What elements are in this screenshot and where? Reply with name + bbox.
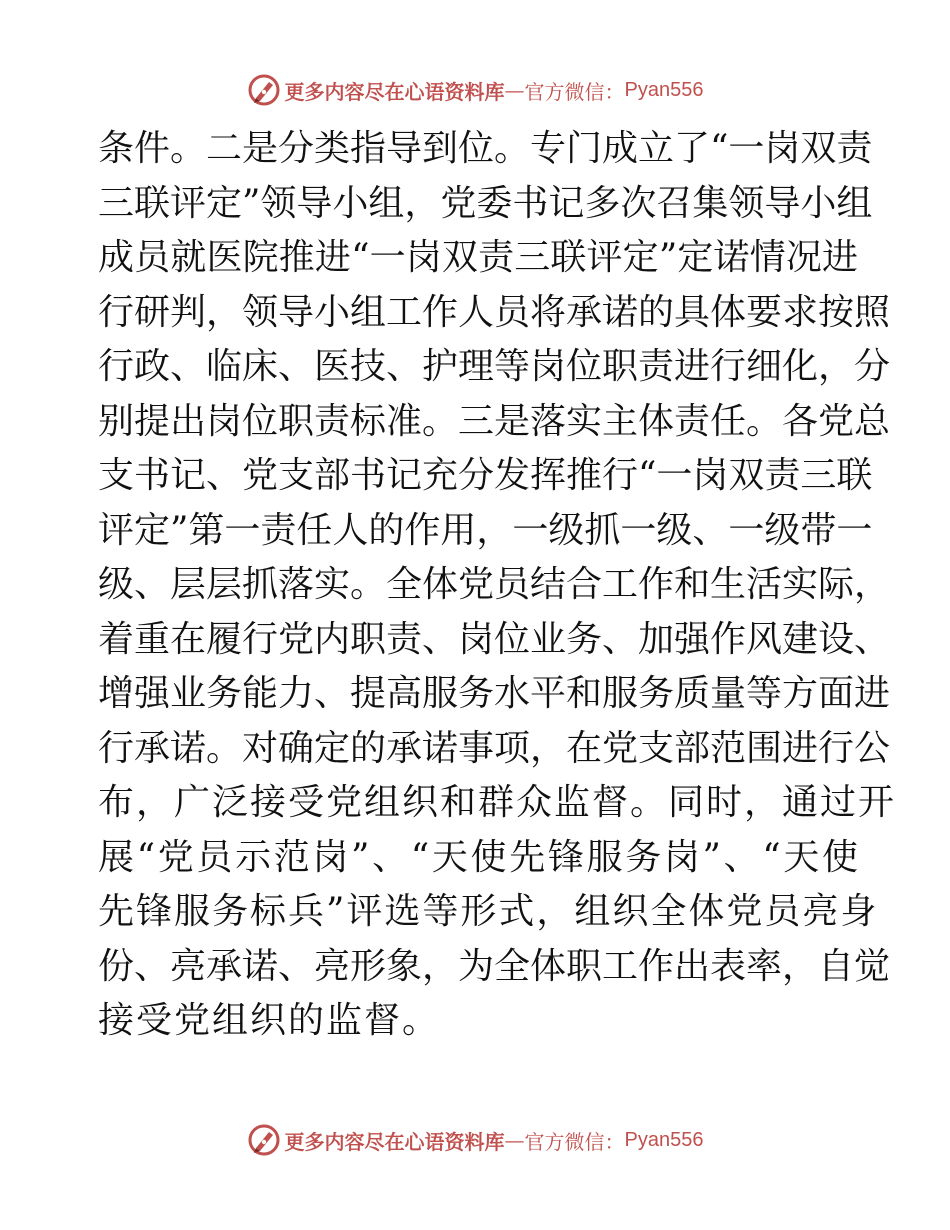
banner-wechat-label: 官方微信： [524,79,625,104]
document-body [98,122,897,1049]
body-line: 行政、临床、医技、护理等岗位职责进行细化，分 [98,346,891,387]
body-line: 三联评定”领导小组，党委书记多次召集领导小组 [98,182,873,224]
body-line: 着重在履行党内职责、岗位业务、加强作风建设、 [98,618,891,660]
banner-title: 更多内容尽在心语资料库 [284,79,505,104]
body-line: 份、亮承诺、亮形象，为全体职工作出表率，自觉 [98,945,891,987]
body-line: 行研判，领导小组工作人员将承诺的具体要求按照 [98,291,891,333]
banner-dash: — [504,78,525,102]
banner-wechat-id: Pyan556 [624,78,704,101]
banner-wechat-label: 官方微信： [524,1129,625,1154]
body-line: 展“党员示范岗”、“天使先锋服务岗”、“天使 [98,836,858,878]
pen-logo-icon [247,1123,281,1157]
body-line: 别提出岗位职责标准。三是落实主体责任。各党总 [98,400,891,442]
body-line: 支书记、党支部书记充分发挥推行“一岗双责三联 [98,455,873,496]
banner-wechat-id: Pyan556 [624,1128,704,1151]
body-line: 条件。二是分类指导到位。专门成立了“一岗双责 [98,128,873,169]
banner-dash: — [504,1128,525,1152]
header-banner [0,70,950,110]
banner-title: 更多内容尽在心语资料库 [284,1129,505,1154]
body-line: 先锋服务标兵”评选等形式，组织全体党员亮身 [98,891,879,932]
body-line: 成员就医院推进“一岗双责三联评定”定诺情况进 [98,237,858,278]
body-line: 级、层层抓落实。全体党员结合工作和生活实际， [98,564,891,605]
body-line: 评定”第一责任人的作用，一级抓一级、一级带一 [98,509,873,551]
footer-banner [0,1120,950,1160]
body-line: 增强业务能力、提高服务水平和服务质量等方面进 [98,673,891,714]
pen-logo-icon [247,73,281,107]
body-line: 接受党组织的监督。 [98,1000,441,1041]
body-line: 行承诺。对确定的承诺事项，在党支部范围进行公 [98,727,891,769]
body-line: 布，广泛接受党组织和群众监督。同时，通过开 [98,782,897,823]
